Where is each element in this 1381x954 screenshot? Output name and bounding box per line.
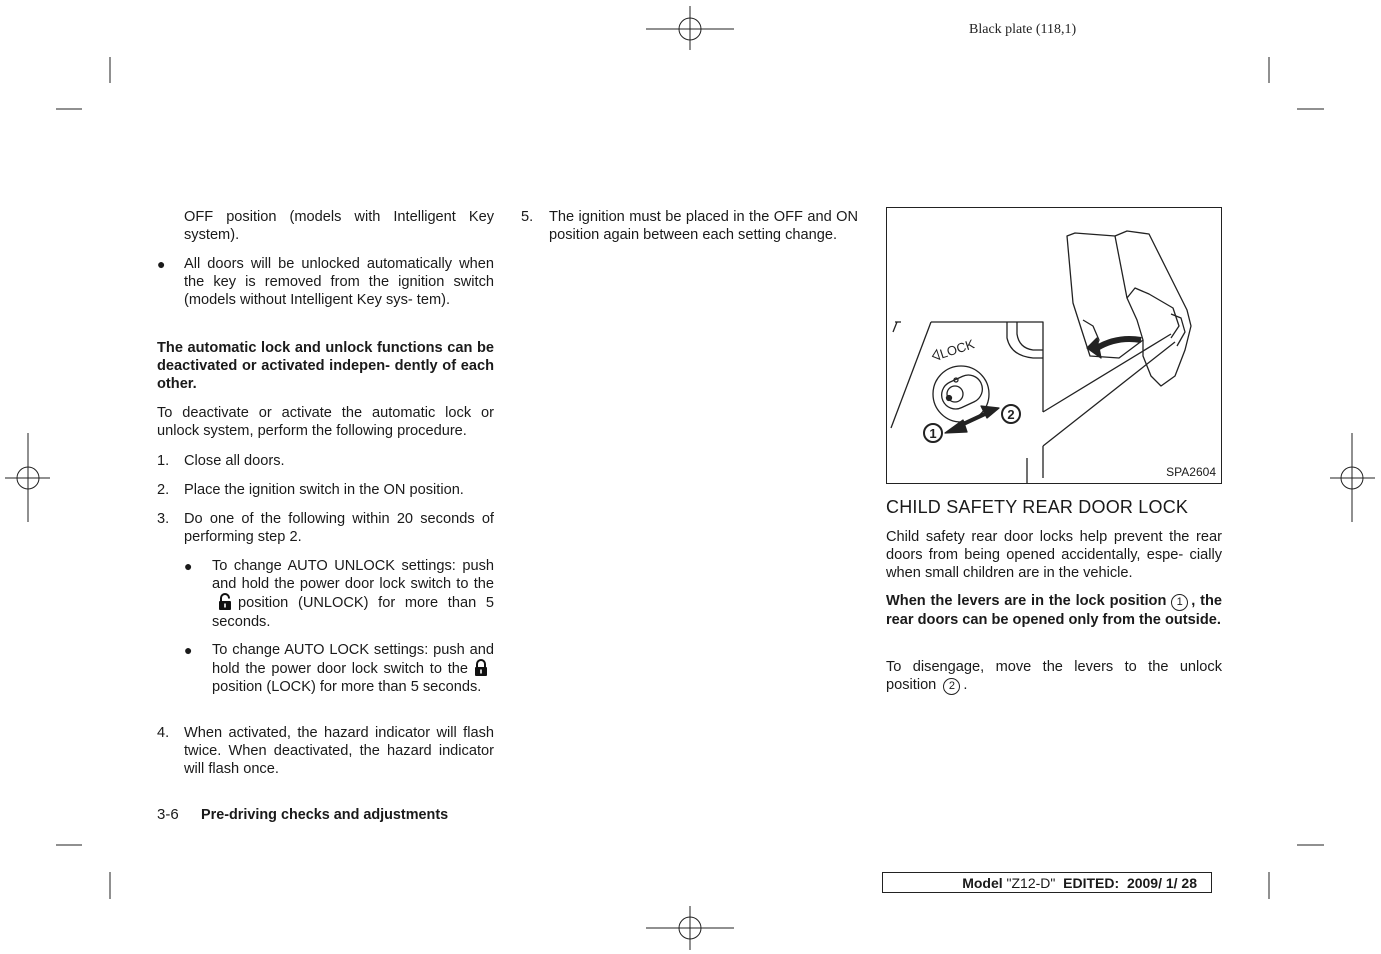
auto-unlock-instruction — [212, 557, 494, 631]
door-lock-drawing — [887, 208, 1222, 484]
procedure-intro: To deactivate or activate the automatic lock or unlock system, perform the following procedure. — [157, 405, 494, 440]
lock-position-note — [886, 592, 1222, 629]
model-value: "Z12-D" — [1006, 875, 1056, 891]
disengage-text: To disengage, move the levers to the unlock position — [886, 659, 1222, 694]
section-title: Pre-driving checks and adjustments — [201, 807, 449, 823]
step-1: Close all doors. — [184, 453, 285, 469]
continued-text: OFF position (models with Intelligent Key system). — [184, 209, 494, 244]
step-4: When activated, the hazard indicator will flash twice. When deactivated, the hazard indicator will flash once. — [184, 725, 494, 778]
bullet-icon: ● — [184, 642, 193, 658]
section-heading: CHILD SAFETY REAR DOOR LOCK — [886, 497, 1189, 517]
step-number: 2. — [157, 482, 170, 498]
model-edit-stamp — [882, 872, 1212, 893]
child-lock-description: Child safety rear door locks help prevent the rear doors from being opened accidentally, espe- cially when small children are in the vehicle. — [886, 529, 1222, 582]
marker-2: 2 — [1007, 407, 1015, 422]
lock-icon — [474, 659, 488, 676]
figure-code: SPA2604 — [1166, 464, 1216, 479]
child-lock-illustration — [886, 207, 1222, 484]
page-number: 3-6 — [157, 806, 179, 823]
edited-label: EDITED: — [1063, 875, 1120, 891]
auto-lock-text-end: position (LOCK) for more than 5 seconds. — [212, 679, 482, 696]
bullet-icon: ● — [184, 558, 193, 574]
auto-lock-instruction — [212, 641, 494, 697]
auto-unlock-text: To change AUTO UNLOCK settings: push and hold the power door lock switch to the — [212, 558, 494, 593]
disengage-text-end: . — [963, 677, 968, 694]
marker-1: 1 — [929, 426, 937, 441]
lock-note-text: When the levers are in the lock position — [886, 593, 1167, 609]
lock-note-text-end: , the rear doors can be opened only from the outside. — [886, 593, 1222, 628]
step-3: Do one of the following within 20 seconds of performing step 2. — [184, 511, 494, 546]
disengage-instruction — [886, 658, 1222, 695]
auto-unlock-text-end: position (UNLOCK) for more than 5 seconds. — [212, 595, 494, 630]
model-label: Model — [962, 875, 1003, 891]
step-2: Place the ignition switch in the ON position. — [184, 482, 464, 498]
step-number: 3. — [157, 511, 170, 527]
bullet-icon: ● — [157, 256, 166, 272]
step-number: 5. — [521, 209, 534, 225]
circled-2: 2 — [943, 678, 960, 695]
step-number: 1. — [157, 453, 170, 469]
bold-note: The automatic lock and unlock functions can be deactivated or activated indepen- dently of each other. — [157, 340, 494, 393]
plate-label: Black plate (118,1) — [969, 22, 1077, 37]
lock-label: LOCK — [937, 336, 977, 362]
edited-date: 2009/ 1/ 28 — [1126, 875, 1197, 891]
step-5: The ignition must be placed in the OFF and ON position again between each setting change. — [549, 209, 858, 244]
unlock-icon — [218, 593, 232, 610]
circled-1: 1 — [1171, 594, 1188, 611]
auto-lock-text: To change AUTO LOCK settings: push and hold the power door lock switch to the — [212, 642, 494, 678]
step-number: 4. — [157, 725, 170, 741]
bullet-auto-unlock: All doors will be unlocked automatically when the key is removed from the ignition switch (models without Intelligent Key sys- tem). — [184, 256, 494, 309]
